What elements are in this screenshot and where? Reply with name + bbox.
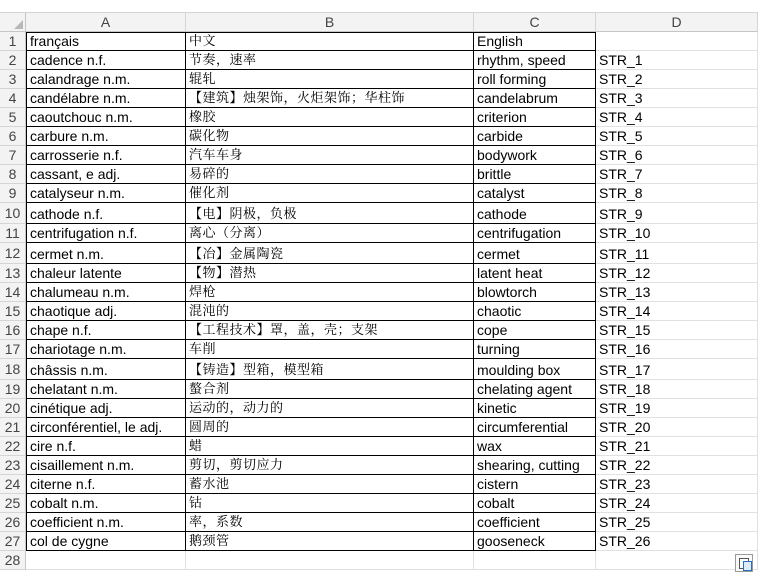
cell-b[interactable]: 汽车车身: [186, 146, 474, 165]
cell-c[interactable]: shearing, cutting: [474, 456, 596, 475]
cell-c[interactable]: centrifugation: [474, 224, 596, 243]
row-header[interactable]: 2: [0, 51, 26, 70]
cell-a[interactable]: circonférentiel, le adj.: [26, 418, 186, 437]
row-header[interactable]: 24: [0, 475, 26, 494]
cell-a[interactable]: chaleur latente: [26, 264, 186, 283]
cell-a[interactable]: chape n.f.: [26, 321, 186, 340]
table-row: [26, 283, 758, 302]
table-row: [26, 551, 758, 570]
row-header[interactable]: 9: [0, 184, 26, 203]
row-header[interactable]: 6: [0, 127, 26, 146]
cell-d[interactable]: STR_21: [596, 437, 758, 456]
cell-c[interactable]: carbide: [474, 127, 596, 146]
cell-b[interactable]: 【电】阴极，负极: [186, 203, 474, 224]
cell-b[interactable]: 碳化物: [186, 127, 474, 146]
cell-c[interactable]: chelating agent: [474, 380, 596, 399]
cell-d[interactable]: STR_2: [596, 70, 758, 89]
cell-c[interactable]: brittle: [474, 165, 596, 184]
table-row: [26, 32, 758, 51]
cell-b[interactable]: 【铸造】型箱，模型箱: [186, 359, 474, 380]
cell-d[interactable]: STR_25: [596, 513, 758, 532]
cell-b[interactable]: 【工程技术】罩，盖，壳；支架: [186, 321, 474, 340]
row-header[interactable]: 3: [0, 70, 26, 89]
cell-a[interactable]: cire n.f.: [26, 437, 186, 456]
cell-d[interactable]: STR_24: [596, 494, 758, 513]
table-row: [26, 302, 758, 321]
cell-c[interactable]: cistern: [474, 475, 596, 494]
cell-b[interactable]: 圆周的: [186, 418, 474, 437]
cell-b[interactable]: 焊枪: [186, 283, 474, 302]
table-row: [26, 146, 758, 165]
table-row: [26, 184, 758, 203]
cell-a[interactable]: col de cygne: [26, 532, 186, 551]
cell-b[interactable]: 【建筑】烛架饰，火炬架饰；华柱饰: [186, 89, 474, 108]
table-row: [26, 70, 758, 89]
cell-d[interactable]: STR_10: [596, 224, 758, 243]
row-header[interactable]: 12: [0, 243, 26, 264]
cell-d[interactable]: STR_9: [596, 203, 758, 224]
cell-c[interactable]: [474, 551, 596, 570]
row-header[interactable]: 16: [0, 321, 26, 340]
row-header[interactable]: 13: [0, 264, 26, 283]
cell-d[interactable]: STR_16: [596, 340, 758, 359]
cell-d[interactable]: STR_17: [596, 359, 758, 380]
cell-b[interactable]: 螯合剂: [186, 380, 474, 399]
row-header[interactable]: 23: [0, 456, 26, 475]
cell-d[interactable]: STR_18: [596, 380, 758, 399]
table-row: [26, 359, 758, 380]
column-header-a[interactable]: A: [26, 13, 186, 32]
cell-c[interactable]: coefficient: [474, 513, 596, 532]
row-header[interactable]: 22: [0, 437, 26, 456]
cell-c[interactable]: bodywork: [474, 146, 596, 165]
cell-d[interactable]: STR_13: [596, 283, 758, 302]
toolbar-strip: [0, 0, 758, 13]
cell-b[interactable]: 催化剂: [186, 184, 474, 203]
select-all-corner-icon[interactable]: [0, 13, 26, 32]
cell-d[interactable]: STR_20: [596, 418, 758, 437]
cell-d[interactable]: STR_5: [596, 127, 758, 146]
cell-c[interactable]: criterion: [474, 108, 596, 127]
cell-c[interactable]: wax: [474, 437, 596, 456]
cell-a[interactable]: calandrage n.m.: [26, 70, 186, 89]
cell-c[interactable]: moulding box: [474, 359, 596, 380]
row-header[interactable]: 14: [0, 283, 26, 302]
cell-a[interactable]: cisaillement n.m.: [26, 456, 186, 475]
cell-b[interactable]: 鹅颈管: [186, 532, 474, 551]
cell-c[interactable]: gooseneck: [474, 532, 596, 551]
cell-c[interactable]: cope: [474, 321, 596, 340]
cell-d[interactable]: [596, 551, 758, 570]
cell-d[interactable]: STR_23: [596, 475, 758, 494]
cell-c[interactable]: cobalt: [474, 494, 596, 513]
cell-d[interactable]: STR_22: [596, 456, 758, 475]
row-header[interactable]: 4: [0, 89, 26, 108]
paste-options-icon[interactable]: [735, 554, 753, 572]
cell-a[interactable]: cermet n.m.: [26, 243, 186, 264]
cell-a[interactable]: cadence n.f.: [26, 51, 186, 70]
cell-c[interactable]: kinetic: [474, 399, 596, 418]
cell-d[interactable]: STR_7: [596, 165, 758, 184]
cell-a[interactable]: candélabre n.m.: [26, 89, 186, 108]
table-row: [26, 51, 758, 70]
row-header[interactable]: 18: [0, 359, 26, 380]
cell-c[interactable]: cathode: [474, 203, 596, 224]
cell-d[interactable]: [596, 32, 758, 51]
cell-b[interactable]: 运动的，动力的: [186, 399, 474, 418]
cell-d[interactable]: STR_14: [596, 302, 758, 321]
cell-a[interactable]: citerne n.f.: [26, 475, 186, 494]
cell-a[interactable]: chaotique adj.: [26, 302, 186, 321]
cell-a[interactable]: carrosserie n.f.: [26, 146, 186, 165]
column-header-d[interactable]: D: [596, 13, 758, 32]
cell-b[interactable]: 辊轧: [186, 70, 474, 89]
row-header[interactable]: 25: [0, 494, 26, 513]
cell-c[interactable]: turning: [474, 340, 596, 359]
row-header[interactable]: 20: [0, 399, 26, 418]
cell-b[interactable]: 混沌的: [186, 302, 474, 321]
table-row: [26, 380, 758, 399]
column-header-c[interactable]: C: [474, 13, 596, 32]
table-row: [26, 399, 758, 418]
column-header-b[interactable]: B: [186, 13, 474, 32]
cell-b[interactable]: 车削: [186, 340, 474, 359]
cell-b[interactable]: 离心（分离）: [186, 224, 474, 243]
row-header[interactable]: 1: [0, 32, 26, 51]
row-header[interactable]: 7: [0, 146, 26, 165]
cell-b[interactable]: 【冶】金属陶瓷: [186, 243, 474, 264]
cell-d[interactable]: STR_11: [596, 243, 758, 264]
table-row: [26, 243, 758, 264]
table-row: [26, 513, 758, 532]
table-row: [26, 264, 758, 283]
cell-a[interactable]: chariotage n.m.: [26, 340, 186, 359]
cell-a[interactable]: cassant, e adj.: [26, 165, 186, 184]
row-header[interactable]: 10: [0, 203, 26, 224]
cell-c[interactable]: cermet: [474, 243, 596, 264]
row-header[interactable]: 27: [0, 532, 26, 551]
cell-b[interactable]: 剪切，剪切应力: [186, 456, 474, 475]
table-row: [26, 475, 758, 494]
cell-b[interactable]: 蜡: [186, 437, 474, 456]
cell-c[interactable]: catalyst: [474, 184, 596, 203]
cell-a[interactable]: cinétique adj.: [26, 399, 186, 418]
table-row: [26, 127, 758, 146]
row-header[interactable]: 8: [0, 165, 26, 184]
cell-a[interactable]: français: [26, 32, 186, 51]
table-row: [26, 437, 758, 456]
row-header[interactable]: 21: [0, 418, 26, 437]
cell-a[interactable]: caoutchouc n.m.: [26, 108, 186, 127]
cell-d[interactable]: STR_3: [596, 89, 758, 108]
table-row: [26, 456, 758, 475]
row-header[interactable]: 19: [0, 380, 26, 399]
cell-c[interactable]: chaotic: [474, 302, 596, 321]
cell-d[interactable]: STR_12: [596, 264, 758, 283]
cell-d[interactable]: STR_1: [596, 51, 758, 70]
cell-b[interactable]: 橡胶: [186, 108, 474, 127]
cell-a[interactable]: carbure n.m.: [26, 127, 186, 146]
cell-a[interactable]: chelatant n.m.: [26, 380, 186, 399]
cell-d[interactable]: STR_6: [596, 146, 758, 165]
table-row: [26, 203, 758, 224]
cell-b[interactable]: 节奏，速率: [186, 51, 474, 70]
cell-a[interactable]: [26, 551, 186, 570]
table-row: [26, 165, 758, 184]
cell-d[interactable]: STR_19: [596, 399, 758, 418]
cell-c[interactable]: rhythm, speed: [474, 51, 596, 70]
cell-a[interactable]: châssis n.m.: [26, 359, 186, 380]
cell-d[interactable]: STR_26: [596, 532, 758, 551]
cell-b[interactable]: 钴: [186, 494, 474, 513]
cell-d[interactable]: STR_8: [596, 184, 758, 203]
cell-a[interactable]: chalumeau n.m.: [26, 283, 186, 302]
cell-a[interactable]: catalyseur n.m.: [26, 184, 186, 203]
row-header[interactable]: 5: [0, 108, 26, 127]
cell-c[interactable]: latent heat: [474, 264, 596, 283]
table-row: [26, 532, 758, 551]
cell-d[interactable]: STR_4: [596, 108, 758, 127]
table-row: [26, 340, 758, 359]
row-header[interactable]: 15: [0, 302, 26, 321]
row-header[interactable]: 26: [0, 513, 26, 532]
table-row: [26, 224, 758, 243]
cell-a[interactable]: coefficient n.m.: [26, 513, 186, 532]
cell-c[interactable]: candelabrum: [474, 89, 596, 108]
cell-b[interactable]: 率，系数: [186, 513, 474, 532]
cell-b[interactable]: 中文: [186, 32, 474, 51]
table-row: [26, 108, 758, 127]
table-row: [26, 89, 758, 108]
cell-b[interactable]: [186, 551, 474, 570]
cell-c[interactable]: roll forming: [474, 70, 596, 89]
table-row: [26, 494, 758, 513]
cell-d[interactable]: STR_15: [596, 321, 758, 340]
cell-b[interactable]: 易碎的: [186, 165, 474, 184]
row-header[interactable]: 17: [0, 340, 26, 359]
cell-a[interactable]: cathode n.f.: [26, 203, 186, 224]
row-header[interactable]: 28: [0, 551, 26, 570]
cell-a[interactable]: cobalt n.m.: [26, 494, 186, 513]
cell-c[interactable]: circumferential: [474, 418, 596, 437]
table-row: [26, 321, 758, 340]
cell-b[interactable]: 蓄水池: [186, 475, 474, 494]
row-header[interactable]: 11: [0, 224, 26, 243]
cell-b[interactable]: 【物】潜热: [186, 264, 474, 283]
cell-a[interactable]: centrifugation n.f.: [26, 224, 186, 243]
table-row: [26, 418, 758, 437]
cell-c[interactable]: English: [474, 32, 596, 51]
cell-c[interactable]: blowtorch: [474, 283, 596, 302]
